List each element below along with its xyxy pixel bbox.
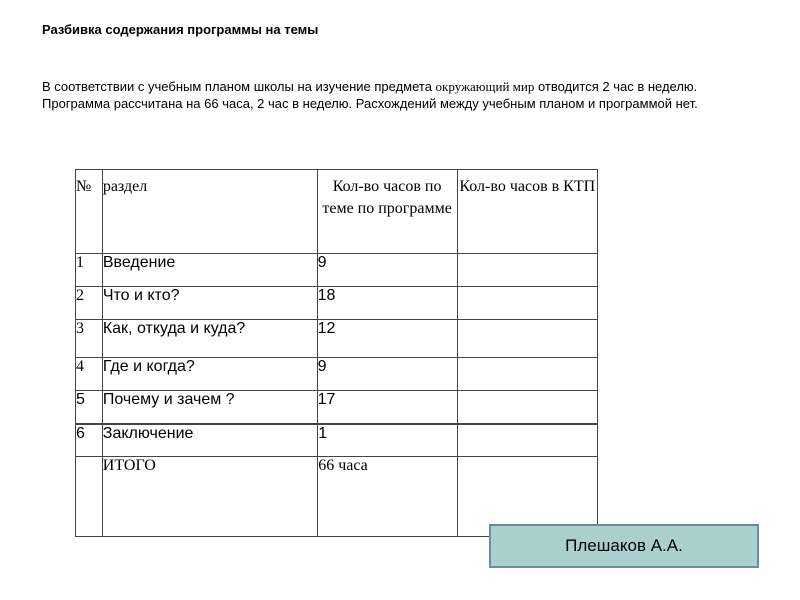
header-hours-program: Кол-во часов по теме по программе bbox=[317, 170, 457, 254]
total-hours: 66 часа bbox=[318, 457, 458, 537]
intro-part2: отводится 2 час в неделю. bbox=[534, 79, 698, 94]
row-hours: 1 bbox=[318, 425, 458, 457]
row-num: 4 bbox=[76, 358, 103, 391]
row-section: Что и кто? bbox=[102, 287, 317, 320]
row-num: 5 bbox=[76, 391, 103, 424]
row-hours: 9 bbox=[317, 254, 457, 287]
table-row bbox=[76, 287, 598, 320]
program-table-continued bbox=[75, 424, 598, 537]
row-hours: 18 bbox=[317, 287, 457, 320]
row-section: Где и когда? bbox=[102, 358, 317, 391]
row-ktp bbox=[457, 254, 597, 287]
row-num: 2 bbox=[76, 287, 103, 320]
table-row bbox=[76, 391, 598, 424]
row-section: Почему и зачем ? bbox=[102, 391, 317, 424]
intro-text bbox=[42, 78, 762, 112]
page-title: Разбивка содержания программы на темы bbox=[42, 22, 319, 37]
row-num: 1 bbox=[76, 254, 103, 287]
program-table bbox=[75, 169, 598, 424]
header-num: № bbox=[76, 170, 103, 254]
table-row bbox=[76, 425, 598, 457]
table-row bbox=[76, 320, 598, 358]
intro-subject: окружающий мир bbox=[435, 79, 535, 94]
row-hours: 12 bbox=[317, 320, 457, 358]
row-ktp bbox=[457, 287, 597, 320]
row-hours: 9 bbox=[317, 358, 457, 391]
row-hours: 17 bbox=[317, 391, 457, 424]
row-ktp bbox=[457, 425, 597, 457]
row-ktp bbox=[457, 358, 597, 391]
author-box: Плешаков А.А. bbox=[489, 524, 759, 568]
total-num bbox=[76, 457, 103, 537]
row-ktp bbox=[457, 320, 597, 358]
row-ktp bbox=[457, 391, 597, 424]
table-row bbox=[76, 254, 598, 287]
row-section: Заключение bbox=[102, 425, 317, 457]
intro-line2: Программа рассчитана на 66 часа, 2 час в неделю. Расхождений между учебным планом и программой нет. bbox=[42, 96, 698, 111]
header-section: раздел bbox=[102, 170, 317, 254]
row-num: 6 bbox=[76, 425, 103, 457]
row-num: 3 bbox=[76, 320, 103, 358]
header-hours-ktp: Кол-во часов в КТП bbox=[457, 170, 597, 254]
intro-part1: В соответствии с учебным планом школы на изучение предмета bbox=[42, 79, 436, 94]
table-header-row bbox=[76, 170, 598, 254]
row-section: Введение bbox=[102, 254, 317, 287]
total-label: ИТОГО bbox=[102, 457, 317, 537]
table-row bbox=[76, 358, 598, 391]
row-section: Как, откуда и куда? bbox=[102, 320, 317, 358]
